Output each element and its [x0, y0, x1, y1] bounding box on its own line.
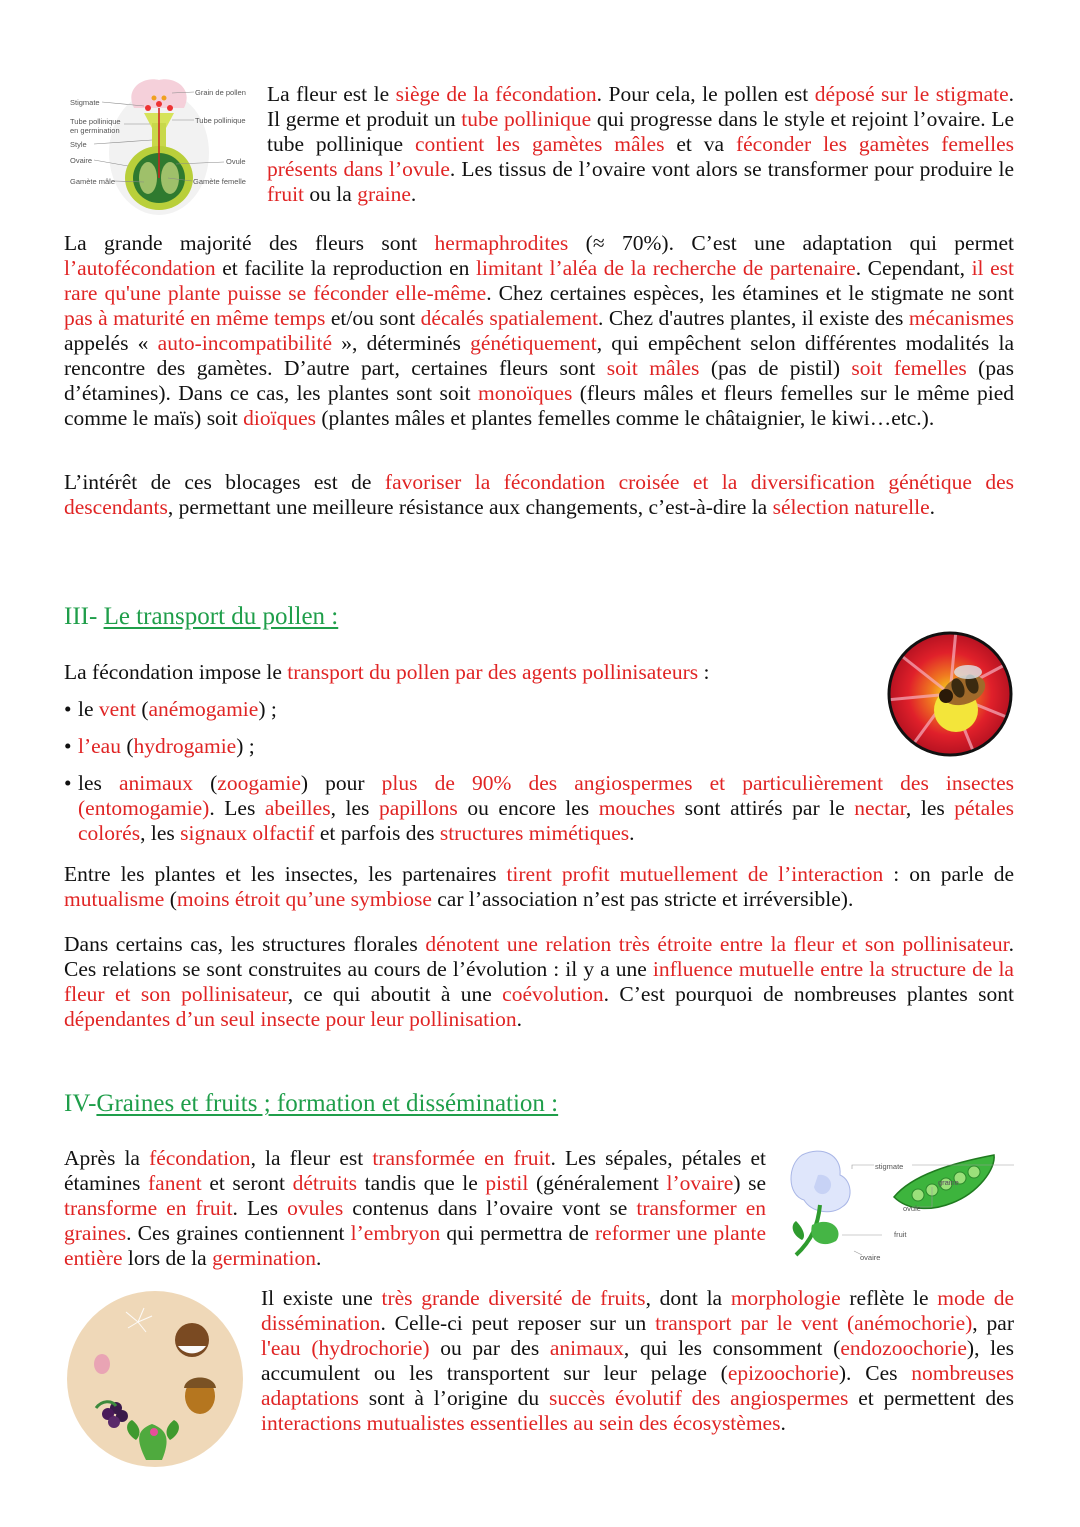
highlighted-text: tube pollinique: [461, 107, 592, 131]
highlighted-text: soit mâles: [606, 356, 700, 380]
text-run: Entre les plantes et les insectes, les partenaires: [64, 862, 507, 886]
text-run: ou par des: [429, 1336, 550, 1360]
label-stigmate-fruit: stigmate: [875, 1162, 904, 1171]
highlighted-text: interactions mutualistes essentielles au sein des écosystèmes: [261, 1411, 781, 1435]
highlighted-text: vent: [98, 697, 136, 721]
text-run: ) pour: [300, 771, 382, 795]
highlighted-text: transport du pollen par des agents pollinisateurs: [287, 660, 699, 684]
text-run: . Ces graines contiennent: [126, 1221, 351, 1245]
text-run: . Les tissus de l’ovaire vont alors se transformer pour produire le: [449, 157, 1014, 181]
highlighted-text: anémogamie: [148, 697, 259, 721]
paragraph-cross-fertilization: [64, 470, 1014, 520]
highlighted-text: dioïques: [243, 406, 316, 430]
highlighted-text: hydrogamie: [133, 734, 237, 758]
paragraph-fruit-diversity: [261, 1286, 1014, 1436]
highlighted-text: pétales colorés: [78, 796, 1014, 845]
text-run: ). Ces: [838, 1361, 912, 1385]
highlighted-text: papillons: [378, 796, 458, 820]
highlighted-text: mécanismes: [908, 306, 1014, 330]
text-run: (pas d’étamines). Dans ce cas, les plantes sont soit: [64, 356, 1015, 405]
highlighted-text: nectar: [854, 796, 906, 820]
flower-to-fruit-diagram: [782, 1145, 1014, 1270]
text-run: tandis que le: [357, 1171, 486, 1195]
text-run: (pas de pistil): [699, 356, 852, 380]
paragraph-mutualism: [64, 862, 1014, 912]
text-run: .: [315, 1246, 322, 1270]
text-run: . Chez certaines espèces, les étamines et le stigmate ne sont: [486, 281, 1014, 305]
text-run: et/ou sont: [325, 306, 421, 330]
highlighted-text: fanent: [148, 1171, 202, 1195]
highlighted-text: coévolution: [502, 982, 604, 1006]
text-run: , les: [330, 796, 379, 820]
highlighted-text: graine: [357, 182, 411, 206]
text-run: lors de la: [122, 1246, 213, 1270]
text-run: , les: [140, 821, 181, 845]
highlighted-text: transport par le vent (anémochorie): [655, 1311, 973, 1335]
paragraph-fertilization: [267, 82, 1014, 207]
highlighted-text: tirent profit mutuellement de l’interaction: [506, 862, 884, 886]
text-run: ), les accumulent ou les transportent sur leur pelage (: [261, 1336, 1015, 1385]
text-run: , dont la: [645, 1286, 731, 1310]
text-run: car l’association n’est pas stricte et irréversible).: [431, 887, 854, 911]
text-run: .: [629, 821, 635, 845]
highlighted-text: contient les gamètes mâles: [415, 132, 665, 156]
highlighted-text: signaux olfactif: [180, 821, 315, 845]
highlighted-text: ovules: [287, 1196, 344, 1220]
highlighted-text: zoogamie: [217, 771, 301, 795]
label-ovule: Ovule: [226, 157, 246, 166]
text-run: ou encore les: [457, 796, 599, 820]
highlighted-text: endozoochorie: [840, 1336, 967, 1360]
label-tube-germination: Tube pollinique en germination: [70, 117, 121, 135]
text-run: les: [78, 771, 119, 795]
highlighted-text: influence mutuelle entre la structure de la fleur et son pollinisateur: [64, 957, 1014, 1006]
highlighted-text: hermaphrodites: [434, 231, 569, 255]
text-run: (fleurs mâles et fleurs femelles sur le même pied comme le maïs) soit: [64, 381, 1014, 430]
text-run: . Les: [232, 1196, 288, 1220]
text-run: , qui empêchent selon différentes modalités la rencontre des gamètes. D’autre part, certaines fleurs sont: [64, 331, 1014, 380]
text-run: .: [929, 495, 935, 519]
highlighted-text: il est rare qu'une plante puisse se féconder elle-même: [64, 256, 1014, 305]
text-run: , qui les consomment (: [623, 1336, 841, 1360]
text-run: et permettent des: [848, 1386, 1014, 1410]
label-stigmate: Stigmate: [70, 98, 100, 107]
bullet-icon: •: [64, 771, 72, 795]
paragraph-fruit-formation: [64, 1146, 766, 1271]
highlighted-text: détruits: [292, 1171, 358, 1195]
text-run: contenus dans l’ovaire vont se: [343, 1196, 637, 1220]
highlighted-text: mouches: [598, 796, 676, 820]
text-run: Dans certains cas, les structures florales: [64, 932, 426, 956]
highlighted-text: l’ovaire: [666, 1171, 734, 1195]
highlighted-text: moins étroit qu’une symbiose: [176, 887, 432, 911]
highlighted-text: limitant l’aléa de la recherche de partenaire: [476, 256, 856, 280]
heading-section-4-number: IV-: [64, 1090, 97, 1117]
highlighted-text: transformer en graines: [64, 1196, 766, 1245]
text-run: qui permettra de: [440, 1221, 595, 1245]
text-run: (: [120, 734, 134, 758]
highlighted-text: pistil: [485, 1171, 529, 1195]
label-tube-pollinique: Tube pollinique: [195, 116, 246, 125]
highlighted-text: succès évolutif des angiospermes: [549, 1386, 849, 1410]
list-item-animals-text: [64, 771, 1014, 846]
bee-on-flower-image: [886, 630, 1014, 758]
highlighted-text: l'eau (hydrochorie): [261, 1336, 430, 1360]
label-grain-pollen: Grain de pollen: [195, 88, 246, 97]
text-run: . C’est pourquoi de nombreuses plantes sont: [603, 982, 1015, 1006]
text-run: ) se: [733, 1171, 767, 1195]
highlighted-text: plus de 90% des angiospermes et particulièrement des insectes (entomogamie): [78, 771, 1014, 820]
paragraph-coevolution: [64, 932, 1014, 1032]
highlighted-text: dénotent une relation très étroite entre la fleur et son pollinisateur: [425, 932, 1009, 956]
text-run: et seront: [201, 1171, 293, 1195]
text-run: .: [780, 1411, 786, 1435]
text-run: . Les: [209, 796, 265, 820]
paragraph-pollinators-intro: [64, 660, 864, 685]
text-run: : on parle de: [883, 862, 1014, 886]
highlighted-text: animaux: [118, 771, 194, 795]
list-item-wind: [64, 697, 1014, 722]
text-run: (: [164, 887, 177, 911]
heading-section-4: [64, 1090, 558, 1118]
flower-fertilization-diagram: [64, 68, 254, 218]
highlighted-text: siège de la fécondation: [395, 82, 597, 106]
highlighted-text: fruit: [267, 182, 305, 206]
highlighted-text: génétiquement: [470, 331, 597, 355]
highlighted-text: abeilles: [264, 796, 331, 820]
label-ovule-fruit: ovule: [903, 1204, 921, 1213]
highlighted-text: morphologie: [730, 1286, 841, 1310]
text-run: , la fleur est: [250, 1146, 373, 1170]
text-run: et va: [664, 132, 736, 156]
highlighted-text: décalés spatialement: [420, 306, 599, 330]
highlighted-text: déposé sur le stigmate: [814, 82, 1009, 106]
fruits-diversity-image: [66, 1290, 244, 1468]
paragraph-hermaphrodites: [64, 231, 1014, 431]
highlighted-text: féconder les gamètes femelles présents dans l’ovule: [267, 132, 1015, 181]
highlighted-text: très grande diversité de fruits: [381, 1286, 646, 1310]
heading-section-3-title: Le transport du pollen :: [103, 603, 339, 630]
highlighted-text: mode de dissémination: [261, 1286, 1015, 1335]
label-gamete-male: Gamète mâle: [70, 177, 116, 186]
text-run: . Chez d'autres plantes, il existe des: [598, 306, 909, 330]
highlighted-text: l’eau: [78, 734, 121, 758]
text-run: .: [516, 1007, 522, 1031]
heading-section-3-number: III-: [64, 603, 104, 630]
highlighted-text: dépendantes d’un seul insecte pour leur pollinisation: [64, 1007, 517, 1031]
text-run: . Pour cela, le pollen est: [596, 82, 815, 106]
label-gamete-femelle: Gamète femelle: [193, 177, 246, 186]
text-run: reflète le: [840, 1286, 938, 1310]
text-run: . Les sépales, pétales et étamines: [64, 1146, 766, 1195]
text-run: sont à l’origine du: [358, 1386, 550, 1410]
highlighted-text: mutualisme: [64, 887, 165, 911]
text-run: La fécondation impose le: [64, 660, 288, 684]
text-run: ) ;: [258, 697, 277, 721]
text-run: ou la: [304, 182, 358, 206]
highlighted-text: l’embryon: [350, 1221, 441, 1245]
text-run: le: [78, 697, 99, 721]
text-run: La grande majorité des fleurs sont: [64, 231, 435, 255]
text-run: », déterminés: [332, 331, 471, 355]
text-run: et facilite la reproduction en: [215, 256, 476, 280]
highlighted-text: animaux: [549, 1336, 624, 1360]
label-fruit: fruit: [894, 1230, 907, 1239]
text-run: La fleur est le: [267, 82, 396, 106]
label-ovaire: Ovaire: [70, 156, 93, 165]
text-run: (: [193, 771, 218, 795]
text-run: sont attirés par le: [675, 796, 855, 820]
label-graine: graine: [938, 1178, 959, 1187]
text-run: (plantes mâles et plantes femelles comme le châtaignier, le kiwi…etc.).: [316, 406, 935, 430]
bullet-icon: •: [64, 697, 72, 721]
text-run: (: [135, 697, 149, 721]
list-item-animals: [64, 771, 1014, 846]
text-run: Après la: [64, 1146, 150, 1170]
highlighted-text: favoriser la fécondation croisée et la diversification génétique des descendants: [64, 470, 1015, 519]
text-run: , permettant une meilleure résistance aux changements, c’est-à-dire la: [167, 495, 773, 519]
text-run: . Il germe et produit un: [267, 82, 1015, 131]
text-run: , par: [972, 1311, 1014, 1335]
label-style: Style: [70, 140, 87, 149]
highlighted-text: auto-incompatibilité: [157, 331, 332, 355]
text-run: . Ces relations se sont construites au cours de l’évolution : il y a une: [64, 932, 1014, 981]
heading-section-3: [64, 603, 338, 631]
highlighted-text: reformer une plante entière: [64, 1221, 766, 1270]
highlighted-text: transformée en fruit: [372, 1146, 551, 1170]
text-run: . Cependant,: [855, 256, 972, 280]
list-item-wind-text: [64, 697, 1014, 722]
highlighted-text: sélection naturelle: [772, 495, 930, 519]
label-ovaire-fruit: ovaire: [860, 1253, 881, 1262]
highlighted-text: structures mimétiques: [439, 821, 630, 845]
heading-section-4-title: Graines et fruits ; formation et dissémination :: [96, 1090, 559, 1117]
highlighted-text: epizoochorie: [727, 1361, 839, 1385]
text-run: , ce qui aboutit à une: [287, 982, 503, 1006]
highlighted-text: transforme en fruit: [64, 1196, 233, 1220]
text-run: :: [698, 660, 710, 684]
bullet-icon: •: [64, 734, 72, 758]
text-run: Il existe une: [261, 1286, 382, 1310]
list-item-water: [64, 734, 1014, 759]
text-run: L’intérêt de ces blocages est de: [64, 470, 385, 494]
highlighted-text: monoïques: [477, 381, 573, 405]
text-run: , les: [905, 796, 955, 820]
highlighted-text: fécondation: [149, 1146, 251, 1170]
text-run: appelés «: [64, 331, 158, 355]
highlighted-text: l’autofécondation: [64, 256, 216, 280]
text-run: et parfois des: [314, 821, 440, 845]
highlighted-text: nombreuses adaptations: [261, 1361, 1014, 1410]
list-item-water-text: [64, 734, 1014, 759]
text-run: ) ;: [236, 734, 255, 758]
highlighted-text: pas à maturité en même temps: [64, 306, 326, 330]
highlighted-text: germination: [212, 1246, 316, 1270]
text-run: qui progresse dans le style et rejoint l’ovaire. Le tube pollinique: [267, 107, 1015, 156]
text-run: (généralement: [528, 1171, 667, 1195]
text-run: .: [410, 182, 417, 206]
highlighted-text: soit femelles: [851, 356, 967, 380]
text-run: (≈ 70%). C’est une adaptation qui permet: [568, 231, 1014, 255]
text-run: . Celle-ci peut reposer sur un: [380, 1311, 656, 1335]
